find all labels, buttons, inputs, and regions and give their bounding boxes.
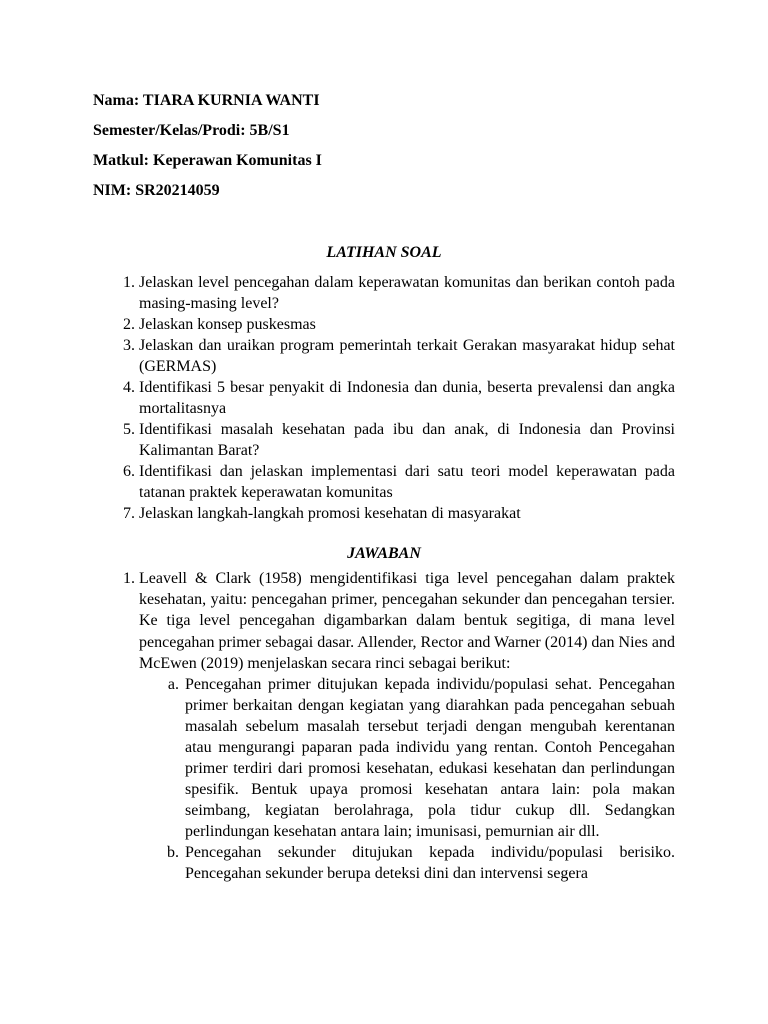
answer-list bbox=[93, 568, 675, 884]
answer-subitem bbox=[139, 842, 675, 884]
question-item bbox=[93, 461, 675, 503]
question-text: Identifikasi dan jelaskan implementasi dari satu teori model keperawatan pada tatanan praktek keperawatan komunitas bbox=[139, 463, 675, 501]
question-text: Jelaskan level pencegahan dalam keperawatan komunitas dan berikan contoh pada masing-masing level? bbox=[139, 274, 675, 312]
question-item bbox=[93, 272, 675, 314]
student-info bbox=[93, 86, 322, 206]
question-item bbox=[93, 314, 675, 335]
answer-sublist bbox=[139, 674, 675, 884]
student-name: Nama: TIARA KURNIA WANTI bbox=[93, 92, 320, 109]
question-number: 4. bbox=[123, 379, 135, 396]
question-number: 5. bbox=[123, 421, 135, 438]
answer-intro: Leavell & Clark (1958) mengidentifikasi tiga level pencegahan dalam praktek kesehatan, yaitu: pencegahan primer, pencegahan sekunder dan pencegahan tersier. Ke tiga level pencegahan digambarkan dalam bentuk segitiga, di mana level pencegahan primer sebagai dasar. Allender, Rector and Warner (2014) dan Nies and McEwen (2019) menjelaskan secara rinci sebagai berikut: bbox=[139, 570, 675, 672]
question-number: 2. bbox=[123, 316, 135, 333]
answer-body bbox=[139, 568, 675, 884]
answer-number: 1. bbox=[123, 570, 135, 587]
answer-subitem bbox=[139, 674, 675, 842]
question-number: 6. bbox=[123, 463, 135, 480]
question-item bbox=[93, 377, 675, 419]
subitem-text: Pencegahan primer ditujukan kepada individu/populasi sehat. Pencegahan primer berkaitan dengan kegiatan yang diarahkan pada pencegahan sebuah masalah sebelum masalah tersebut terjadi dengan mengubah kerentanan atau mengurangi paparan pada individu yang rentan. Contoh Pencegahan primer terdiri dari promosi kesehatan, edukasi kesehatan dan perlindungan spesifik. Bentuk upaya promosi kesehatan antara lain: pola makan seimbang, kegiatan berolahraga, pola tidur cukup dll. Sedangkan perlindungan kesehatan antara lain; imunisasi, pemurnian air dll. bbox=[185, 676, 675, 841]
course-name: Matkul: Keperawan Komunitas I bbox=[93, 152, 322, 169]
subitem-text: Pencegahan sekunder ditujukan kepada individu/populasi berisiko. Pencegahan sekunder berupa deteksi dini dan intervensi segera bbox=[185, 844, 675, 883]
student-semester: Semester/Kelas/Prodi: 5B/S1 bbox=[93, 122, 290, 139]
question-text: Jelaskan dan uraikan program pemerintah terkait Gerakan masyarakat hidup sehat (GERMAS) bbox=[139, 337, 675, 375]
question-list bbox=[93, 272, 675, 524]
question-number: 1. bbox=[123, 274, 135, 291]
student-nim: NIM: SR20214059 bbox=[93, 182, 220, 199]
question-number: 3. bbox=[123, 337, 135, 354]
question-text: Identifikasi masalah kesehatan pada ibu dan anak, di Indonesia dan Provinsi Kalimantan Barat? bbox=[139, 421, 675, 459]
latihan-soal-title: LATIHAN SOAL bbox=[326, 244, 442, 261]
jawaban-title: JAWABAN bbox=[347, 545, 421, 562]
question-text: Identifikasi 5 besar penyakit di Indonesia dan dunia, beserta prevalensi dan angka mortalitasnya bbox=[139, 379, 675, 417]
subitem-letter: b. bbox=[167, 844, 179, 862]
question-text: Jelaskan konsep puskesmas bbox=[139, 316, 316, 333]
question-item bbox=[93, 503, 675, 524]
question-item bbox=[93, 419, 675, 461]
subitem-letter: a. bbox=[167, 676, 179, 694]
question-item bbox=[93, 335, 675, 377]
answer-item bbox=[93, 568, 675, 884]
question-number: 7. bbox=[123, 505, 135, 522]
question-text: Jelaskan langkah-langkah promosi kesehatan di masyarakat bbox=[139, 505, 521, 522]
